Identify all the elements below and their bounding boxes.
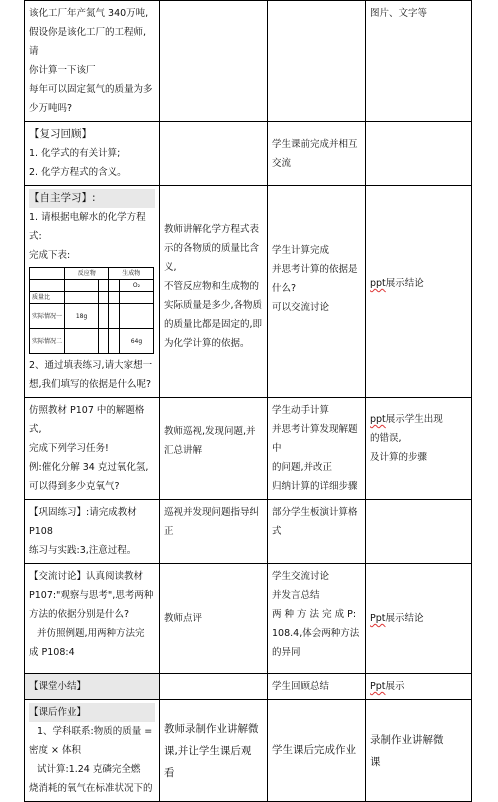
media-note [370,609,467,628]
fill-in-cell [109,292,119,304]
text-line: P107:"观察与思考",思考两种 [29,590,154,601]
row-consolidate [25,500,472,564]
row-practice-col2 [160,398,268,500]
text-line: 不管反应物和生成物的 [164,281,260,292]
fill-in-header-cell: 生成物 [109,268,154,280]
fill-in-row [30,292,154,304]
row-consolidate-col1 [25,500,160,564]
fill-in-cell [65,292,99,304]
text-line: 仿照教材 P107 中的解题格式, [29,405,145,435]
text-line: 学生动手计算 [272,405,330,416]
row-intro-col4 [366,1,472,122]
ppt-word: Ppt [370,613,386,624]
text-line: 巡视并发现问题指导纠 [164,507,260,518]
fill-in-row [30,329,154,354]
fill-in-table-subheader [30,280,154,292]
row-summary-col4 [366,674,472,700]
text-line: 的问题,并改正 [272,462,333,473]
fill-in-cell [65,280,99,292]
row-discussion-col3 [268,564,366,674]
fill-in-row-label: 实际情况一 [30,304,65,329]
fill-in-cell [99,304,109,329]
text-line: 方法的依据分别是什么? [29,609,130,620]
fill-in-cell: 64g [119,329,153,354]
fill-in-cell [99,292,109,304]
text-line: 烧消耗的氧气在标准状况下的 [29,783,153,794]
section-title: 【课后作业】 [29,703,155,722]
fill-in-cell [109,329,119,354]
media-note-rest: 展示结论 [385,278,424,289]
text-line: 【巩固练习】:请完成教材 P108 [29,507,137,537]
media-note-rest: 展示 [385,681,405,692]
media-note [370,677,467,696]
section-title: 【课堂小结】 [29,681,87,692]
row-review [25,122,472,186]
fill-in-row [30,304,154,329]
text-line: 的异同 [272,647,301,658]
text-line: 并仿照例题,用两种方法完 [37,628,145,639]
text-line: 为化学计算的依据。 [164,338,250,349]
fill-in-cell: 18g [65,304,99,329]
row-summary-col1 [25,674,160,700]
text-line: 【交流讨论】认真阅读教材 [29,571,144,582]
row-review-col1 [25,122,160,186]
fill-in-row-label: 实际情况二 [30,329,65,354]
row-homework-col3 [268,700,366,802]
lesson-plan-table-wrapper [24,0,471,802]
text-line: 该化工厂年产氮气 340万吨, [29,8,149,19]
text-line: 什么? [272,283,297,294]
text-line: 汇总讲解 [164,445,203,456]
text-line: 密度 × 体积 [29,745,81,756]
row-self-study-col1 [25,186,160,398]
row-consolidate-col4 [366,500,472,564]
fill-in-cell [109,304,119,329]
text-line: 学生交流讨论 [272,571,330,582]
fill-in-cell: O₂ [119,280,153,292]
text-line: 学生计算完成 [272,245,330,256]
text-line: 并发言总结 [272,590,320,601]
row-practice-col1 [25,398,160,500]
fill-in-row-label: 质量比 [30,292,65,304]
text-line: 成 P108:4 [29,647,75,658]
row-discussion-col4 [366,564,472,674]
text-line: 的质量比都是固定的,即 [164,319,263,330]
text-line: 例:催化分解 34 克过氧化氢, [29,462,149,473]
text-line: 1. 化学式的有关计算; [29,148,121,159]
media-note-rest: 展示结论 [385,613,424,624]
text-line: 试计算:1.24 克磷完全燃 [37,764,141,775]
media-note [370,410,467,429]
row-homework [25,700,472,802]
fill-in-cell [119,292,153,304]
fill-in-header-cell [30,268,65,280]
text-line: 正 [164,526,174,537]
row-homework-col1 [25,700,160,802]
text-line: 完成下列学习任务! [29,443,109,454]
row-homework-col4 [366,700,472,802]
text-line: 示的各物质的质量比含 [164,243,260,254]
text-line: 并思考计算的依据是 [272,264,358,275]
text-line: 1. 请根据电解水的化学方程式: [29,212,146,242]
section-title: 【复习回顾】 [29,128,92,140]
row-self-study-col4 [366,186,472,398]
text-line: 部分学生板演计算格 [272,507,358,518]
fill-in-cell [30,280,65,292]
fill-in-cell [119,304,153,329]
text-line: 练习与实践:3,注意过程。 [29,545,137,556]
text-line: 两 种 方 法 完 成 P: [272,609,357,620]
row-self-study-col3 [268,186,366,398]
text-line: 2. 化学方程式的含义。 [29,167,127,178]
text-line: 录制作业讲解微 [370,733,444,746]
fill-in-cell [65,329,99,354]
text-line: 并思考计算发现解题中 [272,424,358,454]
text-line: 想,我们填写的依据是什么呢? [29,379,152,390]
row-review-col4 [366,122,472,186]
fill-in-table-header [30,268,154,280]
row-intro-col3 [268,1,366,122]
text-line: 少万吨吗? [29,103,73,114]
row-homework-col2 [160,700,268,802]
text-line: 2、通过填表练习,请大家想一 [29,360,153,371]
media-note-rest: 展示学生出现 [385,414,443,425]
row-practice-col4 [366,398,472,500]
row-review-col2 [160,122,268,186]
row-intro [25,1,472,122]
row-practice [25,398,472,500]
text-line: 可以交流讨论 [272,302,330,313]
text-line: 交流 [272,157,292,169]
section-title: 【自主学习】: [29,189,155,208]
row-intro-col2 [160,1,268,122]
row-self-study [25,186,472,398]
text-line: 每年可以固定氮气的质量为多 [29,84,153,95]
text-line: 及计算的步骤 [370,452,428,463]
ppt-word: ppt [370,278,386,289]
row-consolidate-col2 [160,500,268,564]
lesson-plan-table [24,0,472,802]
text-line: 式 [272,526,282,537]
row-summary [25,674,472,700]
fill-in-cell [109,280,119,292]
text-line: 假设你是该化工厂的工程师,请 [29,27,147,57]
text-line: 的错误, [370,433,402,444]
text-line: 可以得到多少克氧气? [29,481,120,492]
media-note: 图片、文字等 [370,8,428,19]
row-self-study-col2 [160,186,268,398]
text-line: 学生回顾总结 [272,681,330,692]
row-summary-col2 [160,674,268,700]
row-discussion-col2 [160,564,268,674]
text-line: 教师讲解化学方程式表 [164,224,260,235]
fill-in-table [29,267,154,354]
text-line: 1、学科联系:物质的质量 = [37,726,153,737]
text-line: 教师点评 [164,613,203,624]
ppt-word: Ppt [370,681,386,692]
fill-in-cell [99,329,109,354]
row-summary-col3 [268,674,366,700]
text-line: 归纳计算的详细步骤 [272,481,358,492]
text-line: 你计算一下该厂 [29,65,96,76]
text-line: 学生课后完成作业 [272,744,356,756]
row-review-col3 [268,122,366,186]
row-discussion [25,564,472,674]
fill-in-header-cell: 反应物 [65,268,109,280]
text-line: 实际质量是多少,各物质 [164,300,263,311]
text-line: 完成下表: [29,250,71,261]
text-line: 义, [164,262,177,273]
text-line: 108.4,体会两种方法 [272,628,360,639]
fill-in-cell [99,280,109,292]
text-line: 课,并让学生课后观 [164,744,252,757]
media-note [370,274,467,293]
row-consolidate-col3 [268,500,366,564]
text-line: 看 [164,766,175,779]
row-discussion-col1 [25,564,160,674]
text-line: 学生课前完成并相互 [272,138,358,150]
text-line: 课 [370,755,381,768]
row-intro-col1 [25,1,160,122]
text-line: 教师巡视,发现问题,并 [164,426,256,437]
text-line: 教师录制作业讲解微 [164,722,259,735]
row-practice-col3 [268,398,366,500]
ppt-word: ppt [370,414,386,425]
